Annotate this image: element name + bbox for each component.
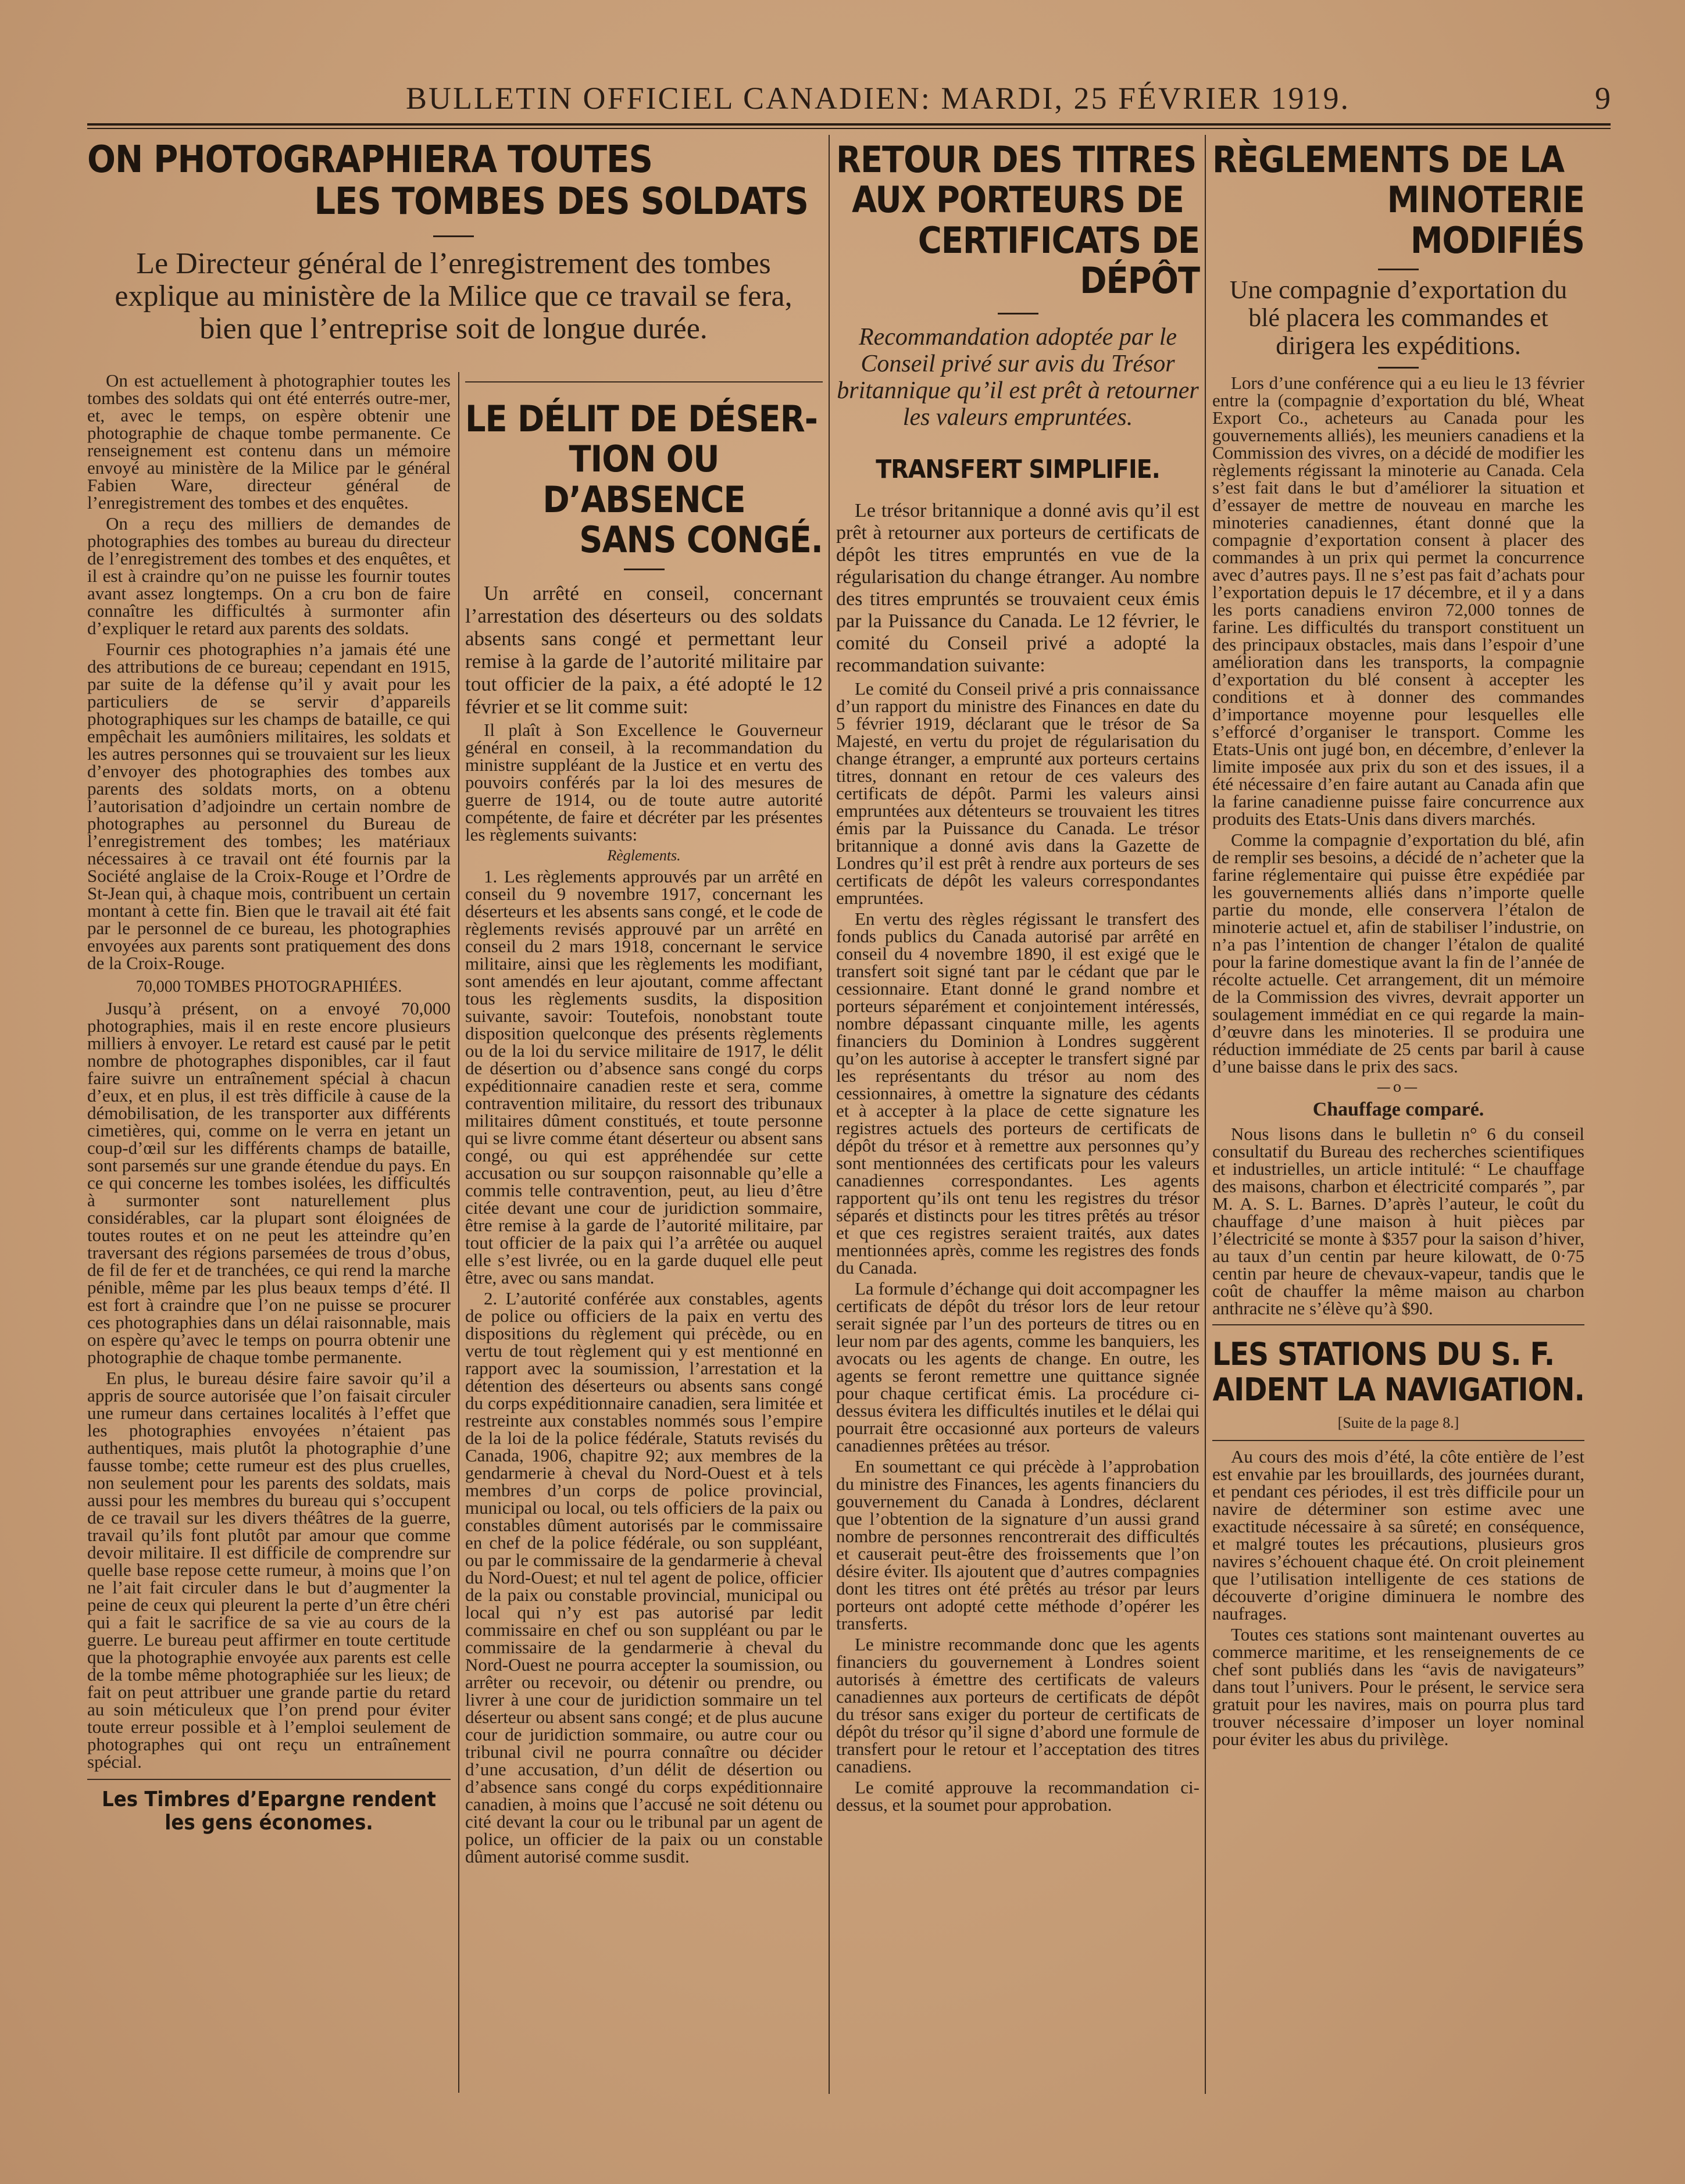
article3-body — [836, 500, 1200, 1814]
article1-paragraph: On a reçu des milliers de demandes de photographies des tombes au bureau du directeur de l’enregistrement des tombes et des enquêtes, et il est à craindre qu’on ne puisse les fournir toutes avant assez longtemps. On a cru bon de faire connaître les difficultés à surmonter afin d’expliquer le retard aux parents des soldats. — [87, 513, 451, 638]
article2-headline-line3: SANS CONGÉ. — [579, 519, 823, 562]
masthead-title: BULLETIN OFFICIEL CANADIEN: MARDI, 25 FÉVRIER 1919. — [406, 81, 1350, 116]
article-divider — [1212, 1324, 1584, 1325]
masthead — [87, 80, 1611, 121]
article1-paragraph: On est actuellement à photographier toutes les tombes des soldats qui ont été enterrés outre-mer, et, avec le temps, on espère obtenir une photographie de chaque tombe permanente. Ce renseignement est contenu dans un mémoire envoyé au ministère de la Milice par le général Fabien Ware, directeur général de l’enregistrement des tombes et des enquêtes. — [87, 370, 451, 513]
article4 — [1212, 140, 1584, 1752]
next-article-headline: Les Timbres d’Epargne rendent les gens économes. — [102, 1788, 436, 1835]
article3-paragraph: Le trésor britannique a donné avis qu’il est prêt à retourner aux porteurs de certificats de dépôt les titres empruntés en vue de la régularisation du change étranger. Au nombre des titres empruntés se trouvaient ceux émis par la Puissance du Canada. Le 12 février, le comité du Conseil privé a adopté la recommandation suivante: — [836, 500, 1200, 677]
article1-header — [87, 140, 820, 345]
article3-paragraph: Le comité du Conseil privé a pris connaissance d’un rapport du ministre des Finances en date du 5 février 1919, déclarant que le trésor de Sa Majesté, en vertu du projet de régularisation du change étranger, a emprunté aux porteurs certains titres, donnant en retour de ces valeurs des certificats de dépôt. Parmi les valeurs ainsi empruntées aux détenteurs se trouvaient les titres émis par la Puissance du Canada. Le trésor britannique a donné avis dans la Gazette de Londres qu’il est prêt à rendre aux porteurs de ses certificats de dépôt les valeurs correspondantes empruntées. — [836, 678, 1200, 909]
article3-headline-line2: AUX PORTEURS DE — [852, 178, 1184, 221]
article3-paragraph: Le ministre recommande donc que les agents financiers du gouvernement à Londres soient autorisés à émettre des certificats de valeurs canadiennes aux porteurs de certificats de dépôt du trésor sans exiger du porteur de certificats de dépôt du trésor qu’il signe d’abord une formule de transfert pour le retour et l’acceptation des titres canadiens. — [836, 1634, 1200, 1777]
headline-rule — [998, 313, 1038, 314]
article1-deck: Le Directeur général de l’enregistrement des tombes explique au ministère de la Milice que ce travail se fera, bien que l’entreprise soit de longue durée. — [115, 247, 792, 346]
article5-rule — [1212, 1440, 1584, 1441]
article1-paragraph: En plus, le bureau désire faire savoir qu’il a appris de source autorisée que l’on faisait circuler une rumeur dans certaines localités à l’effet que les photographies envoyées n’étaient pas authentiques, mais plutôt la photographie d’une fausse tombe; cette rumeur est des plus cruelles, non seulement pour les parents des soldats, mais aussi pour les membres du bureau qui s’occupent de ce travail sur les divers théâtres de la guerre, travail qu’ils font plutôt par amour que comme devoir militaire. Il est difficile de comprendre sur quelle base repose cette rumeur, à moins que l’on ne l’ait fait circuler dans le but d’augmenter la peine de ceux qui pleurent la perte d’un être chéri qui a fait le sacrifice de sa vie au cours de la guerre. Le bureau peut affirmer en toute certitude que la photographie envoyée aux parents est celle de la tombe même photographiée sur les lieux; de fait on peut attribuer une grande partie du retard au soin méticuleux que l’on prend pour éviter toute erreur possible et à l’emploi seulement de photographes qui ont reçu un entraînement spécial. — [87, 1368, 451, 1772]
headline-rule — [433, 235, 474, 237]
headline-rule — [624, 569, 665, 570]
article1-subhead: 70,000 TOMBES PHOTOGRAPHIÉES. — [135, 978, 402, 996]
column-rule-2 — [829, 135, 830, 2094]
article1-paragraph: Fournir ces photographies n’a jamais été une des attributions de ce bureau; cependant en 1915, par suite de la défense qu’il y avait pour les particuliers de se servir d’appareils photographiques sur les champs de bataille, ce qui empêchait les aumôniers militaires, les soldats et les autres personnes qui se trouvaient sur les lieux d’envoyer des photographies des tombes aux parents des soldats morts, on a obtenu l’autorisation d’adjoindre un certain nombre de photographes au personnel du Bureau de l’enregistrement des tombes; les matériaux nécessaires à ce travail ont été fournis par la Société anglaise de la Croix-Rouge et l’Ordre de St-Jean qui, à chaque mois, contribuent un certain montant à cette fin. Bien que le travail ait été fait par le personnel de ce bureau, les photographies envoyées aux parents sont pratiquement des dons de la Croix-Rouge. — [87, 639, 451, 973]
article2-paragraph: 2. L’autorité conférée aux constables, agents de police ou officiers de la paix en vertu des dispositions du règlement qui précède, ou en vertu de tout règlement qui y est mentionné en rapport avec la soumission, l’arrestation et la détention des déserteurs ou absents sans congé du corps expéditionnaire canadien, sera limitée et restreinte aux constables nommés sous l’empire de la loi de la police fédérale, Statuts revisés du Canada, 1906, chapitre 92; aux membres de la gendarmerie à cheval du Nord-Ouest et à tels membres d’un corps de police provincial, municipal ou local, ou tels officiers de la paix ou constables dûment autorisés par le commissaire en chef de la police fédérale, ou son suppléant, ou par le commissaire de la gendarmerie à cheval du Nord-Ouest; et nul tel agent de police, officier de la paix ou constable provincial, municipal ou local qui n’y est pas autorisé par ledit commissaire en chef ou son suppléant ou par le commissaire de la gendarmerie à cheval du Nord-Ouest ne pourra accepter la soumission, ou arrêter ou recevoir, ou détenir ou prendre, ou livrer à une cour de juridiction sommaire un tel déserteur ou absent sans congé; et de plus aucune cour de juridiction sommaire, ou autre cour ou tribunal civil ne pourra connaître ou décider d’une accusation, d’un délit de désertion ou d’absence sans congé du corps expéditionnaire canadien, à moins que l’accusé ne soit détenu ou cité devant la cour ou le tribunal par un agent de police, un officier de la paix ou un constable dûment autorisé comme susdit. — [465, 1288, 823, 1867]
article2-preamble: Il plaît à Son Excellence le Gouverneur général en conseil, à la recommandation du ministre suppléant de la Justice et en vertu des pouvoirs conférés par la loi des mesures de guerre de 1914, ou de toute autre autorité compétente, de faire et décréter par les présentes les règlements suivants: — [465, 719, 823, 845]
masthead-rule-thin — [87, 128, 1611, 129]
article2 — [465, 378, 823, 1869]
article3-headline-line1: RETOUR DES TITRES — [836, 138, 1197, 181]
article2-top-rule — [465, 381, 823, 383]
masthead-rule — [87, 123, 1611, 126]
column-divider — [87, 1779, 451, 1780]
article3-paragraph: En vertu des règles régissant le transfert des fonds publics du Canada autorisé par arrêté en conseil du 4 novembre 1890, il est exigé que le transfert soit signé tant par le cédant que par le cessionnaire. Etant donné le grand nombre et porteurs séparément et conjointement intéressés, nombre dépassant cinquante mille, les agents financiers du Dominion à Londres suggèrent qu’on les autorise à accepter le transfert signé par les représentants du trésor au nom des cessionnaires, à omettre la signature des cédants et à accepter à la place de cette signature les registres actuels des porteurs de certificats de dépôt du trésor et à remettre aux personnes qu’y sont mentionnées des certificats pour les valeurs canadiennes correspondantes. Les agents rapportent qu’ils ont tenu les registres du trésor séparés et distincts pour les titres prêtés au trésor et que ces registres seraient traités, aux dates mentionnées après, comme les registres des fonds du Canada. — [836, 909, 1200, 1278]
article4-headline-line1: RÈGLEMENTS DE LA — [1212, 138, 1564, 181]
reglements-label: Règlements. — [607, 846, 681, 864]
article4-subhead: Chauffage comparé. — [1312, 1099, 1484, 1121]
article5-headline-line1: LES STATIONS DU S. F. — [1212, 1336, 1555, 1373]
article4-deck: Une compagnie d’exportation du blé placera les commandes et dirigera les expéditions. — [1229, 276, 1568, 360]
headline-rule — [1378, 269, 1419, 270]
deck-rule — [1378, 367, 1419, 369]
article3-deck: Recommandation adoptée par le Conseil privé sur avis du Trésor britannique qu’il est prêt à retourner les valeurs empruntées. — [837, 323, 1199, 431]
article5-continued: [Suite de la page 8.] — [1337, 1414, 1459, 1432]
article5-headline-line2: AIDENT LA NAVIGATION. — [1212, 1371, 1584, 1408]
article3-paragraph: En soumettant ce qui précède à l’approbation du ministre des Finances, les agents financiers du gouvernement du Canada à Londres, déclarent que l’obtention de la signature d’un aussi grand nombre de personnes rencontrerait des difficultés et causerait peut-être des froissements que l’on désire éviter. Ils ajoutent que d’autres compagnies dont les titres ont été prêtés au trésor par leurs porteurs ont adopté cette méthode d’opérer les transferts. — [836, 1456, 1200, 1634]
article3-paragraph: La formule d’échange qui doit accompagner les certificats de dépôt du trésor lors de leur retour serait signée par l’un des porteurs de titres ou en leur nom par des agents, comme les banquiers, les avocats ou les agents de change. En outre, les agents se feront remettre une quittance signée pour chaque certificat émis. La procédure ci-dessus évitera les difficultés inutiles et le délai qui pourrait être occasionné aux porteurs de valeurs canadiennes prêtées au trésor. — [836, 1278, 1200, 1456]
article1-headline-line2: LES TOMBES DES SOLDATS — [314, 180, 808, 223]
article3-headline-line3: CERTIFICATS DE DÉPÔT — [918, 219, 1200, 302]
article3-subhead: TRANSFERT SIMPLIFIE. — [876, 454, 1160, 484]
article4-body — [1212, 374, 1584, 1317]
article2-body — [465, 582, 823, 1865]
article2-paragraph: 1. Les règlements approuvés par un arrêté en conseil du 9 novembre 1917, concernant les déserteurs et les absents sans congé, et le code de règlements revisés approuvé par un arrêté en conseil du 2 mars 1918, concernant le service militaire, ainsi que les règlements les modifiant, sont amendés en leur ajoutant, comme affectant tous les règlements susdits, la disposition suivante, savoir: Toutefois, nonobstant toute disposition quelconque des présents règlements ou de la loi du service militaire de 1917, le délit de désertion ou d’absence sans congé du corps expéditionnaire canadien reste et sera, comme contravention militaire, du ressort des tribunaux militaires dûment constitués, et toute personne qui se livre comme étant déserteur ou absent sans congé, ou qui est appréhendée sur cette accusation ou sur soupçon raisonnable qu’elle a commis telle contravention, peut, au lieu d’être citée devant une cour de juridiction sommaire, être remise à la garde de l’autorité militaire, par tout officier de la paix qui l’a arrêtée ou auquel elle s’est livrée, ou en la garde duquel elle peut être, avec ou sans mandat. — [465, 866, 823, 1288]
column-rule-1 — [458, 372, 459, 2093]
article2-headline-line1: LE DÉLIT DE DÉSER- — [465, 398, 817, 440]
article1-body — [87, 372, 451, 1835]
article5-paragraph: Au cours des mois d’été, la côte entière de l’est est envahie par les brouillards, des journées durant, et pendant ces périodes, il est très difficile pour un navire de déterminer son estime avec une exactitude nécessaire à sa sûreté; en conséquence, et malgré toutes les précautions, plusieurs gros navires s’échouent chaque été. On croit pleinement que l’utilisation intelligente de ces stations de découverte d’origine diminuera le nombre des naufrages. — [1212, 1446, 1584, 1624]
section-ornament: —o— — [1376, 1079, 1420, 1096]
column-rule-3 — [1205, 135, 1206, 2094]
article1-paragraph: Jusqu’à présent, on a envoyé 70,000 photographies, mais il en reste encore plusieurs milliers à envoyer. Le retard est causé par le petit nombre de photographes disponibles, car il faut faire suivre un entraînement spécial à chacun d’eux, et en plus, il est très difficile à cause de la démobilisation, de les transporter aux différents cimetières, qui, comme on le verra en jetant un coup-d’œil sur les différents champs de bataille, sont parsemés sur une grande étendue du pays. En ce qui concerne les tombes isolées, les difficultés à surmonter sont naturellement plus considérables, car la plupart sont éloignées de toutes routes et on ne peut les atteindre qu’en traversant des régions parsemées de trous d’obus, de fil de fer et de tranchées, ce qui rend la marche pénible, même par les plus beaux temps d’été. Il est fort à craindre que l’on ne puisse se procurer ces photographies dans un délai raisonnable, mais on espère qu’avec le temps on pourra obtenir une photographie de chaque tombe permanente. — [87, 998, 451, 1367]
article5-paragraph: Toutes ces stations sont maintenant ouvertes au commerce maritime, et les renseignements de ce chef sont publiés dans les “avis de navigateurs” dans tout l’univers. Pour le présent, le service sera gratuit pour les navires, mais on pourra plus tard trouver nécessaire d’imposer un loyer nominal pour éviter les abus du privilège. — [1212, 1624, 1584, 1750]
article4-paragraph: Lors d’une conférence qui a eu lieu le 13 février entre la (compagnie d’exportation du blé, Wheat Export Co., acheteurs au Canada pour les gouvernements alliés), les meuniers canadiens et la Commission des vivres, on a décidé de modifier les règlements régissant la minoterie au Canada. Cela s’est fait dans le but d’améliorer la situation et d’essayer de mettre de nouveau en marche les minoteries canadiennes, étant donné que la compagnie d’exportation consent à placer des commandes à un prix qui permet la concurrence avec d’autres pays. Il ne s’est pas fait d’achats pour l’exportation depuis le 17 décembre, et il y a dans les ports canadiens environ 72,000 tonnes de farine. Les difficultés du transport constituent un des principaux obstacles, mais dans l’espoir d’une amélioration dans les transports, la compagnie d’exportation du blé consent à accepter les conditions et à donner des commandes d’importance moyenne pour lesquelles elle s’efforcé d’organiser le transport. Comme les Etats-Unis ont jugé bon, en décembre, d’enlever la limite imposée aux prix du son et des issues, il a été nécessaire d’en faire autant au Canada afin que la farine canadienne puisse faire concurrence aux produits des Etats-Unis dans divers marchés. — [1212, 373, 1584, 830]
article2-headline-line2: TION OU D’ABSENCE — [542, 438, 745, 521]
article3-paragraph: Le comité approuve la recommandation ci-dessus, et la soumet pour approbation. — [836, 1777, 1200, 1815]
article5-body — [1212, 1448, 1584, 1748]
article4-paragraph: Comme la compagnie d’exportation du blé, afin de remplir ses besoins, a décidé de n’acheter que la farine réglementaire qui puisse être expédiée par les gouvernements alliés dans n’importe quelle partie du monde, elle conservera l’étalon de minoterie actuel et, afin de stabiliser l’industrie, on n’a pas l’intention de changer l’étalon de qualité pour la farine domestique avant la fin de l’année de récolte actuelle. Cet arrangement, dit un mémoire de la Commission des vivres, devrait apporter un soulagement immédiat en ce qui regarde la main-d’œuvre dans les minoteries. Il se produira une réduction immédiate de 25 cents par baril à cause d’une baisse dans le prix des sacs. — [1212, 830, 1584, 1077]
article3 — [836, 140, 1200, 1817]
article1-headline-line1: ON PHOTOGRAPHIERA TOUTES — [87, 138, 652, 181]
article4-headline-line2: MINOTERIE MODIFIÉS — [1387, 178, 1584, 262]
article4-paragraph: Nous lisons dans le bulletin n° 6 du conseil consultatif du Bureau des recherches scientifiques et industrielles, un article intitulé: “ Le chauffage des maisons, charbon et électricité comparés ”, par M. A. S. L. Barnes. D’après l’auteur, le coût du chauffage d’une maison à huit pièces par l’électricité se monte à $357 pour la saison d’hiver, au taux d’un centin par heure kilowatt, de 0·75 centin par heure de chevaux-vapeur, tandis que le coût de chauffer la même maison au charbon anthracite ne s’élève qu’à $90. — [1212, 1124, 1584, 1319]
page-number: 9 — [1595, 81, 1611, 116]
article2-intro: Un arrêté en conseil, concernant l’arrestation des déserteurs ou des soldats absents sans congé et permettant leur remise à la garde de l’autorité militaire par tout officier de la paix, a été adopté le 12 février et se lit comme suit: — [465, 581, 823, 718]
